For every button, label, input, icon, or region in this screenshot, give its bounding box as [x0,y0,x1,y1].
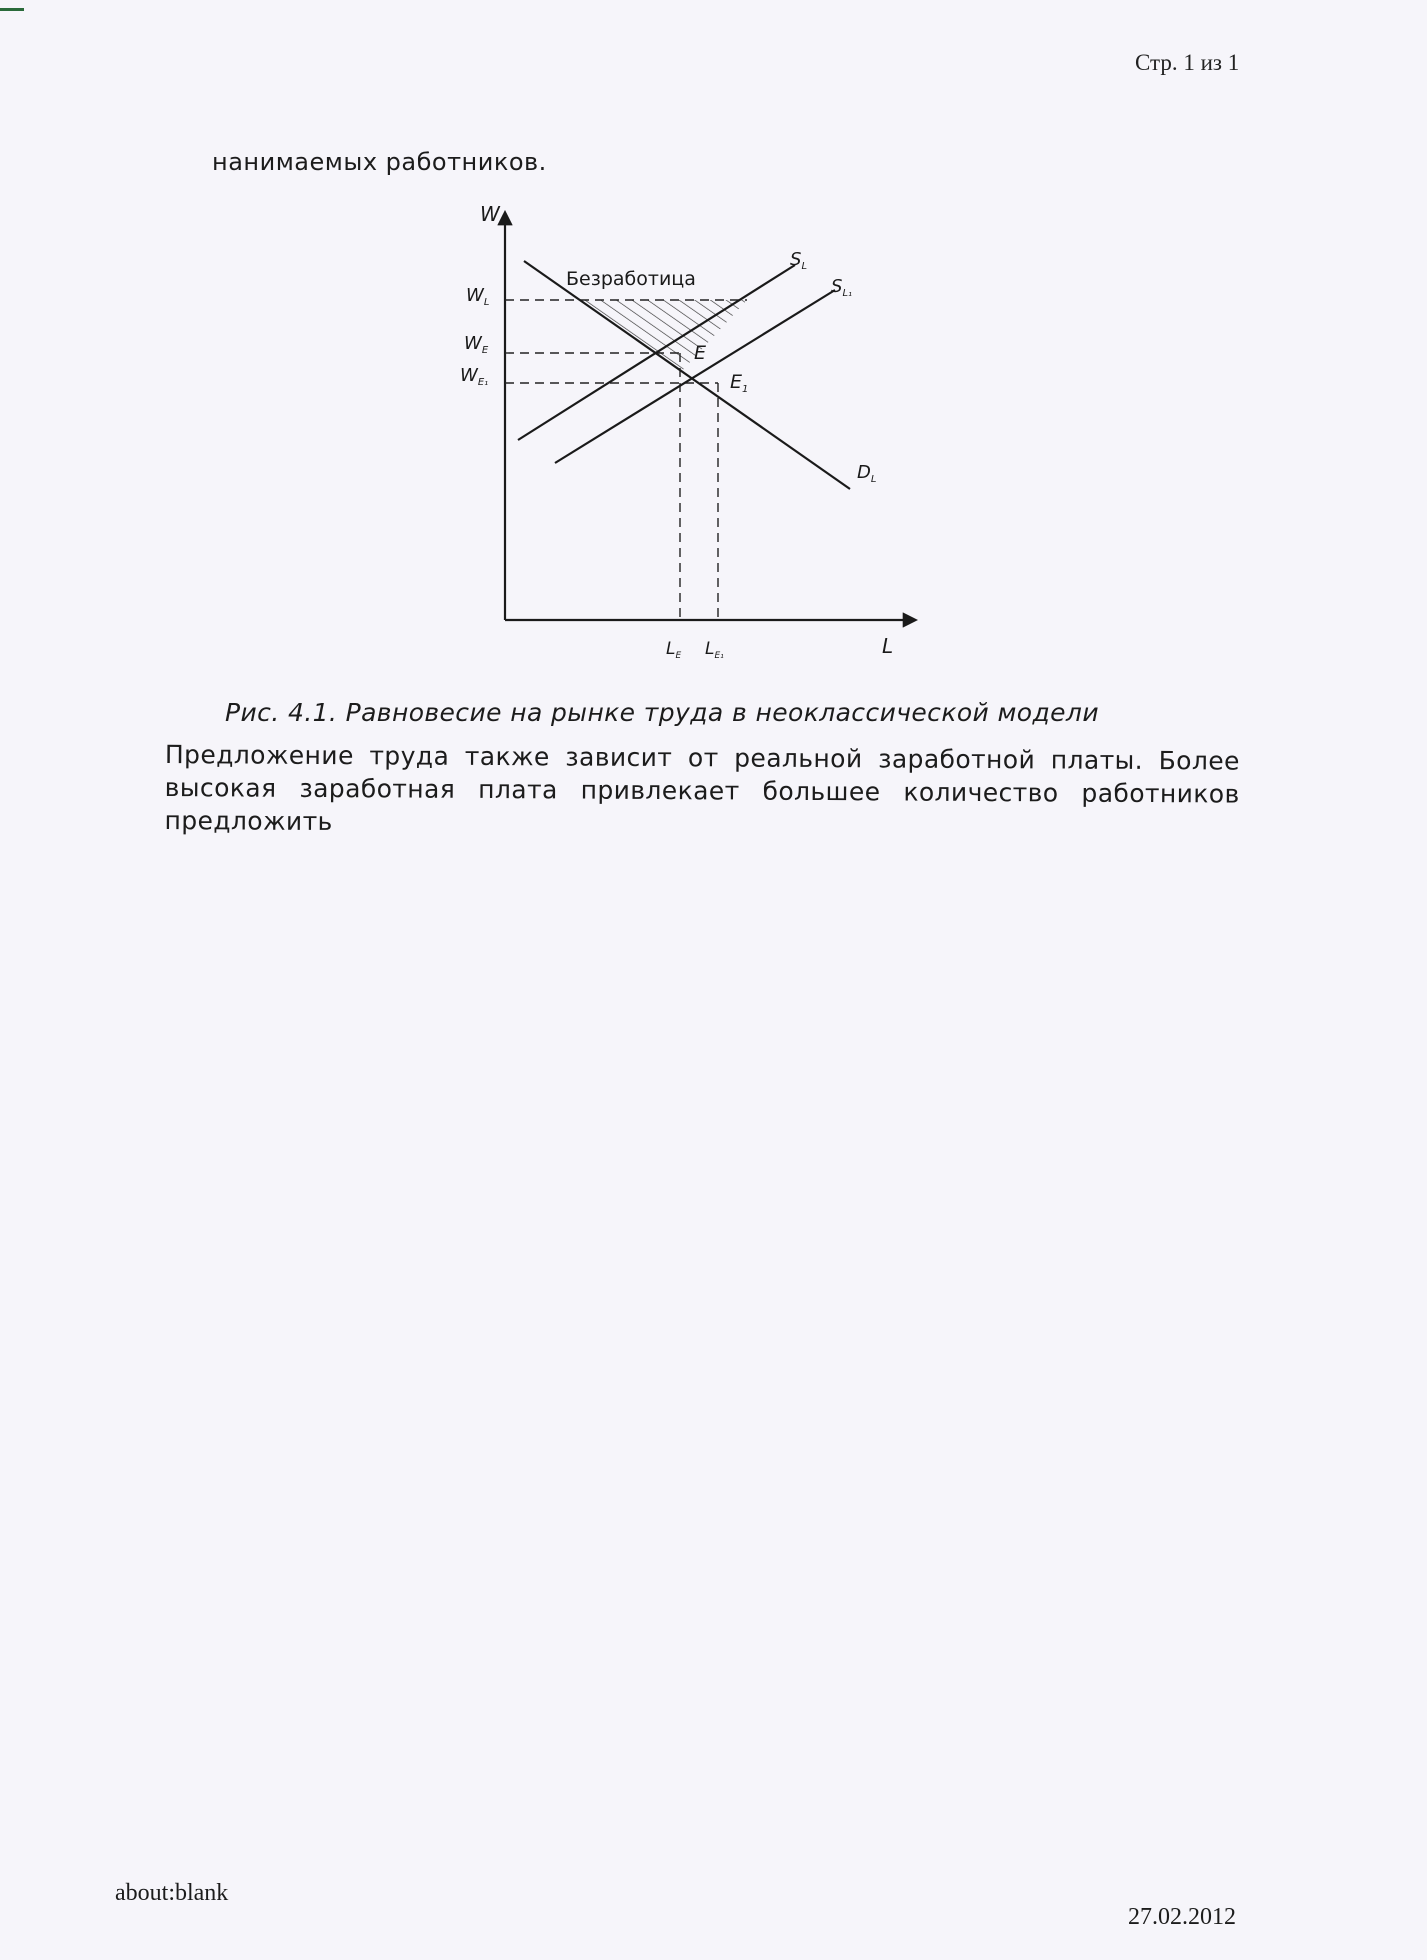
intro-text: нанимаемых работников. [212,148,547,176]
tick-label-wl: $W_L$ [466,285,490,308]
labor-market-figure [450,195,970,685]
tick-label-we: $W_E$ [464,333,489,356]
corner-mark [0,8,24,11]
point-label-e: E [694,342,707,364]
tick-label-we1: $W_{E_1}$ [460,365,489,388]
figure-caption: Рис. 4.1. Равновесие на рынке труда в неоклассической модели [225,698,1099,727]
unemployment-label: Безработица [566,268,696,290]
y-axis-label: W [480,202,500,226]
curve-label-sl1: $S_{L_1}$ [831,276,853,299]
footer-date: 27.02.2012 [1128,1904,1236,1930]
x-axis-label: L [882,634,894,658]
footer-url: about:blank [115,1880,229,1906]
page-number: Стр. 1 из 1 [1135,50,1240,75]
tick-label-le: $L_E$ [666,639,682,661]
curve-label-dl: $D_L$ [857,462,877,485]
equilibrium-diagram [450,195,970,685]
tick-label-le1: $L_{E_1}$ [705,639,724,661]
curve-label-sl: $S_L$ [790,249,808,272]
point-label-e1: $E_1$ [730,371,749,395]
body-paragraph: Предложение труда также зависит от реальной заработной платы. Более высокая заработная плата привлекает большее количество работников предложить [164,739,1240,837]
demand-curve-dl [524,261,853,489]
